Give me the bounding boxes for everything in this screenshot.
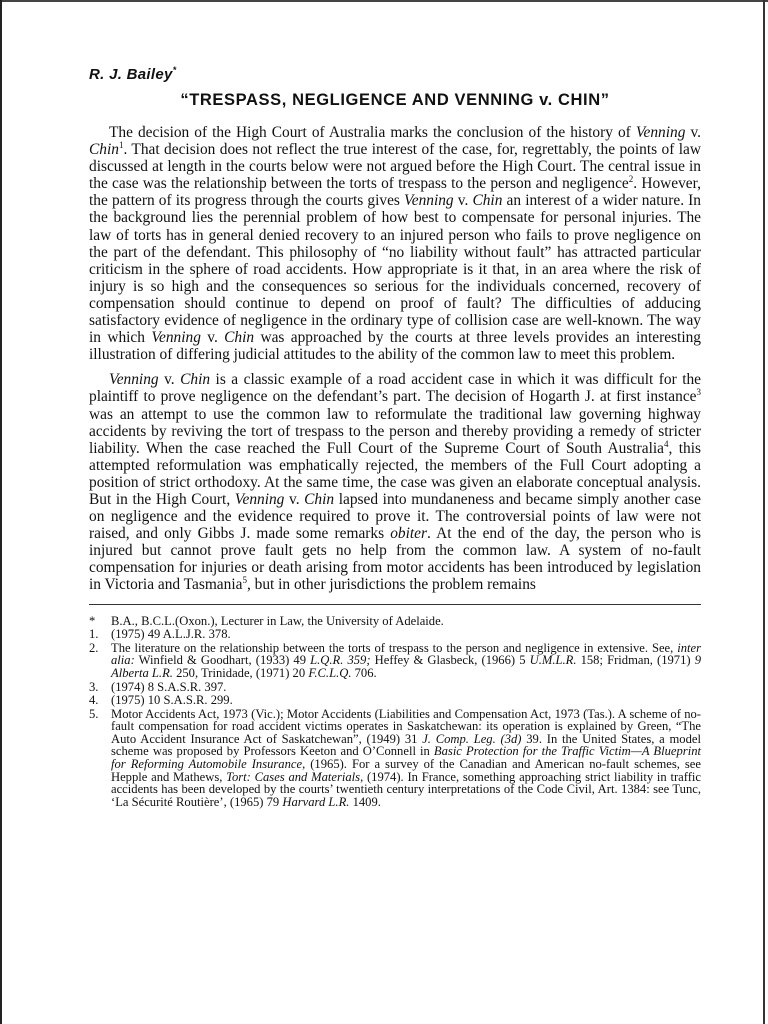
italic-text: Venning (234, 490, 285, 508)
text-run: v. (453, 192, 473, 210)
text-run: , this attempted reformulation was emphatically rejected, the members of the Full Court adopting a position of strict orthodoxy. At the same time, the case was given an elaborate conceptual analysis. But in the High Court, (89, 439, 701, 508)
italic-text: Chin (224, 329, 255, 347)
text-run: , (1974). In France, something approaching strict liability in traffic accidents has been developed by the courts’ twentieth century interpretations of the Code Civil, Art. 1384: see Tunc, ‘La Sécurité Routière’, (1965) 79 (111, 769, 701, 809)
author-line (89, 66, 701, 83)
page-edge-right (763, 0, 765, 1024)
italic-text: Venning (109, 371, 159, 389)
text-run: v. (200, 329, 225, 347)
text-run: is a classic example of a road accident case in which it was difficult for the plaintiff to prove negligence on the defendant’s part. The decision of Hogarth J. at first instance (89, 371, 701, 406)
text-run: v. (685, 124, 701, 141)
italic-text: Harvard L.R. (282, 794, 350, 809)
italic-text: Basic Protection for the Traffic Victim—A Blueprint for Reforming Automobile Insurance (111, 744, 701, 772)
italic-text: F.C.L.Q. (308, 665, 352, 680)
footnote-mark: 2. (89, 640, 99, 655)
text-run: 39. In the United States, a model scheme was proposed by Professors Keeton and O’Connell in (111, 731, 701, 759)
italic-text: U.M.L.R. (529, 653, 577, 668)
footnotes (89, 615, 701, 809)
italic-text: Venning (151, 329, 201, 347)
footnote-text (111, 681, 701, 694)
text-run: (1974) 8 S.A.S.R. 397. (111, 679, 227, 694)
text-run: v. (284, 490, 305, 508)
text-run: was an attempt to use the common law to reformulate the traditional law governing highway accidents by reviving the tort of trespass to the person and thereby providing a remedy of stricter liability. When the case reached the Full Court of the Supreme Court of South Australia (89, 405, 701, 457)
article-body (89, 124, 701, 594)
text-run: 250, Trinidade, (1971) 20 (172, 665, 309, 680)
footnote-ref: 3 (696, 387, 701, 398)
text-run: The decision of the High Court of Australia marks the conclusion of the history of (109, 124, 636, 141)
text-run: lapsed into mundaneness and became simply another case on negligence and the evidence required to prove it. The controversial points of law were not raised, and only Gibbs J. made some remarks (89, 490, 701, 543)
footnote-mark: 3. (89, 679, 99, 694)
footnote (89, 708, 701, 809)
footnote-ref: 4 (663, 438, 669, 449)
footnote-text (111, 628, 701, 641)
footnote-text (111, 694, 701, 707)
text-run: 158; Fridman, (1971) (576, 653, 695, 668)
paragraph (89, 371, 701, 593)
article-page (89, 66, 701, 809)
italic-text: Chin (89, 141, 119, 159)
footnote-ref: 2 (628, 174, 634, 185)
italic-text: Venning (635, 124, 686, 141)
text-run: Winfield & Goodhart, (1933) 49 (134, 653, 311, 668)
italic-text: Venning (404, 192, 454, 210)
footnote (89, 615, 701, 628)
italic-text: Chin (472, 192, 503, 210)
article-title: “TRESPASS, NEGLIGENCE AND VENNING v. CHIN” (180, 91, 610, 109)
footnote-mark: 5. (89, 706, 99, 721)
text-run: The literature on the relationship between the torts of trespass to the person and negligence in extensive. See, (111, 640, 678, 655)
footnote-text (111, 615, 701, 628)
footnote-mark: 4. (89, 693, 99, 708)
italic-text: obiter (390, 525, 427, 543)
italic-text: Chin (304, 490, 335, 508)
footnote-mark: 1. (89, 627, 99, 642)
text-run: (1975) 49 A.L.J.R. 378. (111, 627, 231, 642)
footnote-mark: * (89, 613, 96, 628)
footnote-text (111, 642, 701, 680)
text-run: Heffey & Glasbeck, (1966) 5 (370, 653, 530, 668)
footnote (89, 628, 701, 641)
footnote-ref: 5 (242, 575, 247, 586)
footnote (89, 694, 701, 707)
paragraph (89, 124, 701, 363)
page-edge-left (0, 0, 2, 1024)
text-run: v. (158, 371, 181, 389)
text-run: , (1965). For a survey of the Canadian and American no-fault schemes, see Hepple and Mathews, (111, 757, 701, 784)
author-footnote-mark: * (172, 65, 177, 75)
text-run: an interest of a wider nature. In the background lies the perennial problem of how best to compensate for personal injuries. The law of torts has in general denied recovery to an injured person who fails to prove negligence on the part of the defendant. This philosophy of “no liability without fault” has attracted particular criticism in the sphere of road accidents. How appropriate is it that, in an area where the risk of injury is so high and the consequences so serious for the individuals concerned, recovery of compensation should continue to depend on proof of fault? The difficulties of adducing satisfactory evidence of negligence in the ordinary type of collision case are well-known. The way in which (89, 192, 701, 347)
text-run: . That decision does not reflect the true interest of the case, for, regrettably, the points of law discussed at length in the courts below were not argued before the High Court. The central issue in the case was the relationship between the torts of trespass to the person and negligence (89, 141, 701, 193)
text-run: Motor Accidents Act, 1973 (Vic.); Motor Accidents (Liabilities and Compensation Act, 1973 (Tas.). A scheme of no-fault compensation for road accident victims operates in Saskatchewan: its operation is explained by Green, “The Auto Accident Insurance Act of Saskatchewan”, (1949) 31 (111, 706, 701, 746)
italic-text: L.Q.R. 359; (310, 653, 371, 668)
page-edge-top (0, 0, 768, 2)
italic-text: Chin (180, 371, 211, 389)
text-run: 1409. (349, 794, 381, 809)
footnote (89, 642, 701, 680)
text-run: was approached by the courts at three levels provides an interesting illustration of differing judicial attitudes to the ability of the common law to meet this problem. (89, 329, 701, 364)
italic-text: inter alia: (111, 640, 701, 668)
italic-text: 9 Alberta L.R. (111, 653, 701, 680)
footnote-ref: 1 (118, 139, 124, 150)
text-run: B.A., B.C.L.(Oxon.), Lecturer in Law, the University of Adelaide. (111, 613, 444, 628)
text-run: (1975) 10 S.A.S.R. 299. (111, 693, 233, 708)
footnote (89, 681, 701, 694)
text-run: 706. (351, 665, 377, 680)
footnote-divider (89, 604, 701, 605)
text-run: . However, the pattern of its progress through the courts gives (89, 175, 701, 210)
text-run: , but in other jurisdictions the problem remains (246, 576, 536, 594)
italic-text: Tort: Cases and Materials (226, 769, 361, 784)
italic-text: J. Comp. Leg. (3d) (422, 731, 522, 746)
footnote-text (111, 708, 701, 809)
text-run: . At the end of the day, the person who is injured but cannot prove fault gets no help from the common law. A system of no-fault compensation for injuries or death arising from motor accidents has been introduced by legislation in Victoria and Tasmania (89, 525, 701, 594)
author-name: R. J. Bailey (89, 66, 173, 83)
